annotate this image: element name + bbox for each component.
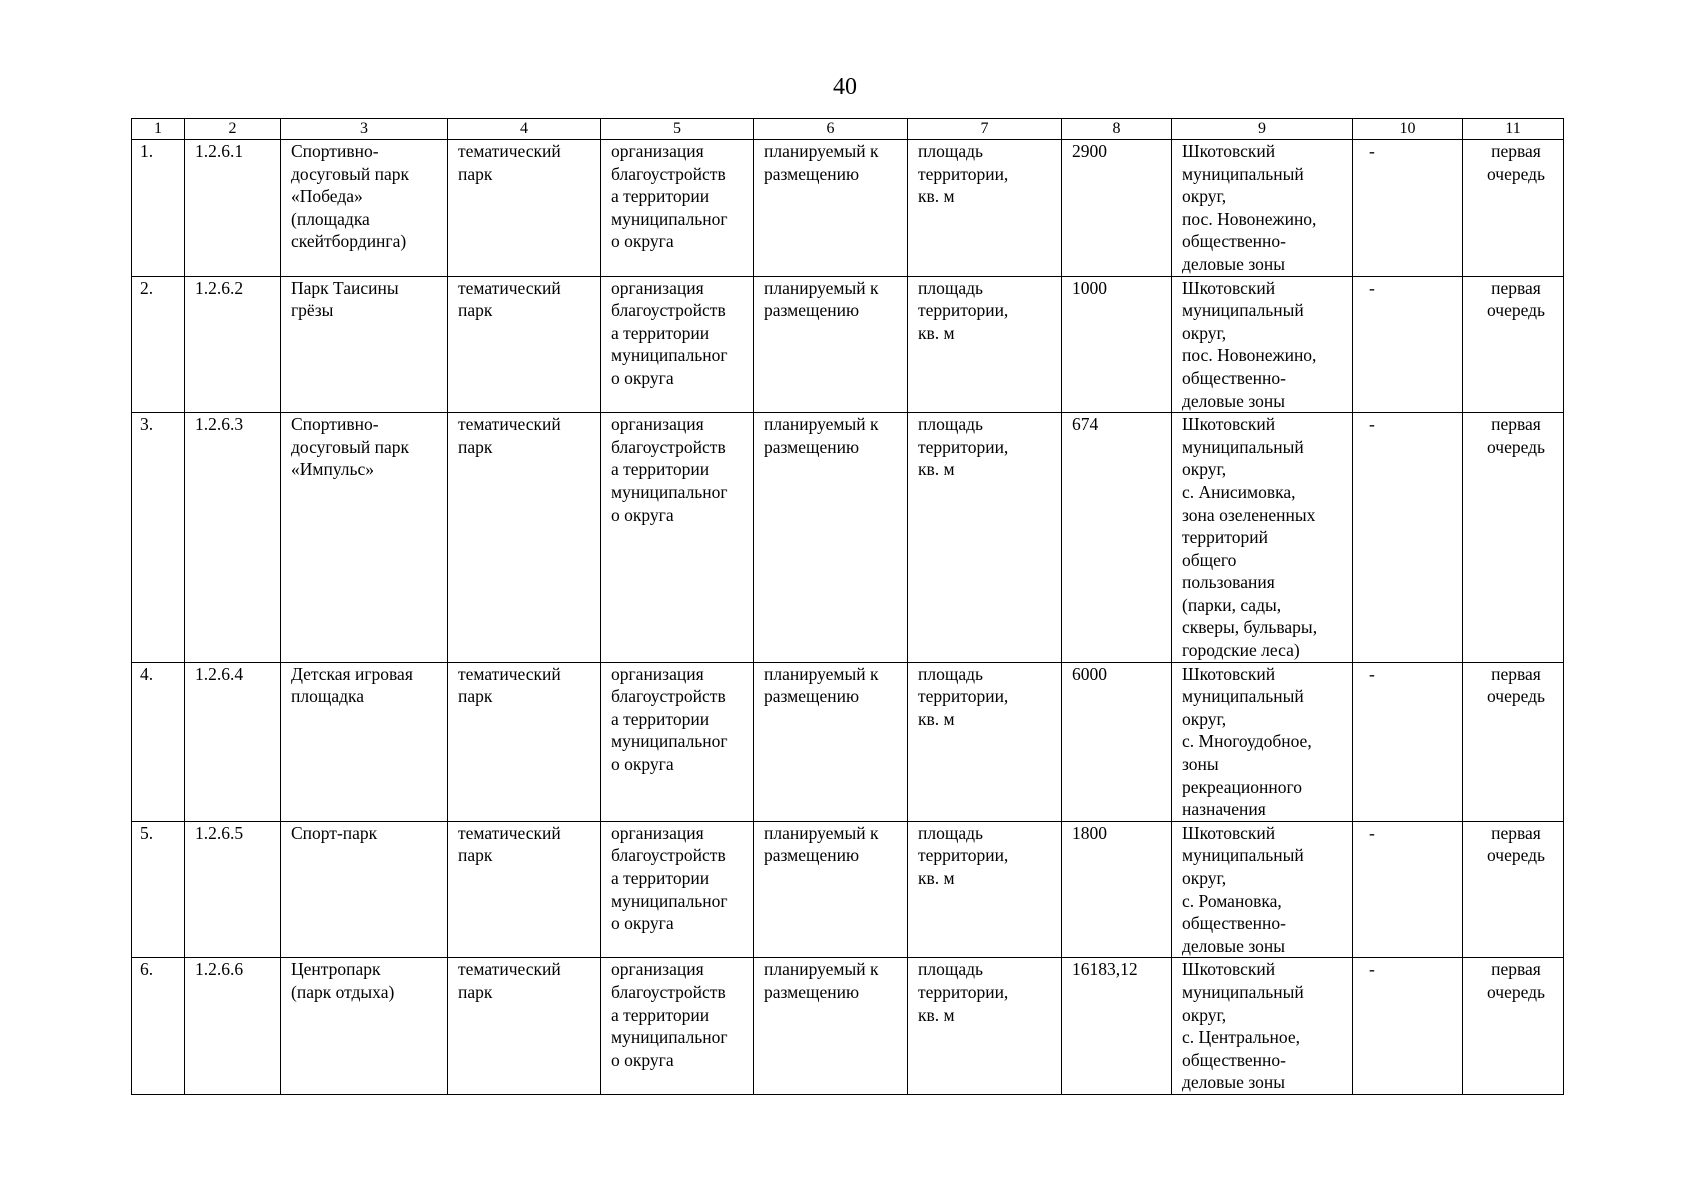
object-name-cell: [281, 662, 448, 821]
table-row: [132, 140, 1564, 277]
zone-cell: [1353, 958, 1463, 1095]
zone-cell-text: -: [1369, 959, 1375, 980]
queue-cell-text: первая очередь: [1486, 414, 1546, 457]
object-name-cell-text: Спортивно- досуговый парк «Импульс»: [291, 414, 410, 480]
purpose-cell-text: организация благоустройств а территории муниципальног о округа: [611, 959, 728, 1070]
queue-cell: [1463, 821, 1564, 958]
row-number-cell-text: 6.: [140, 959, 154, 980]
measure-cell-text: площадь территории, кв. м: [918, 141, 1009, 207]
location-cell-text: Шкотовский муниципальный округ, с. Анисимовка, зона озелененных территорий общего пользования (парки, сады, скверы, бульвары, городские леса): [1182, 414, 1318, 661]
status-cell-text: планируемый к размещению: [764, 414, 879, 457]
queue-cell: [1463, 413, 1564, 663]
queue-cell-text: первая очередь: [1486, 959, 1546, 1002]
object-type-cell-text: тематический парк: [458, 277, 561, 321]
object-type-cell: [448, 958, 601, 1095]
location-cell-text: Шкотовский муниципальный округ, с. Многоудобное, зоны рекреационного назначения: [1182, 663, 1312, 820]
measure-cell: [908, 140, 1062, 277]
zone-cell-text: -: [1369, 663, 1375, 684]
purpose-cell: [601, 276, 754, 413]
location-cell-text: Шкотовский муниципальный округ, пос. Новонежино, общественно- деловые зоны: [1182, 141, 1317, 274]
column-header-7: 7: [908, 119, 1062, 140]
column-header-6: 6: [754, 119, 908, 140]
object-type-cell-text: тематический парк: [458, 663, 561, 707]
object-name-cell-text: Детская игровая площадка: [291, 663, 413, 707]
object-code-cell: [185, 276, 281, 413]
purpose-cell: [601, 662, 754, 821]
object-name-cell-text: Парк Таисины грёзы: [291, 277, 399, 321]
status-cell: [754, 276, 908, 413]
purpose-cell-text: организация благоустройств а территории муниципальног о округа: [611, 822, 728, 934]
measure-cell-text: площадь территории, кв. м: [918, 663, 1009, 729]
zone-cell: [1353, 276, 1463, 413]
measure-cell-text: площадь территории, кв. м: [918, 414, 1009, 480]
status-cell: [754, 413, 908, 663]
location-cell-text: Шкотовский муниципальный округ, с. Романовка, общественно- деловые зоны: [1182, 822, 1304, 956]
measure-cell: [908, 958, 1062, 1095]
table-row: [132, 413, 1564, 663]
zone-cell: [1353, 140, 1463, 277]
measure-cell-text: площадь территории, кв. м: [918, 959, 1009, 1025]
column-header-10: 10: [1353, 119, 1463, 140]
row-number-cell-text: 4.: [140, 663, 154, 684]
table-row: [132, 958, 1564, 1095]
value-cell-text: 1000: [1072, 277, 1107, 298]
queue-cell-text: первая очередь: [1486, 663, 1546, 707]
location-cell: [1172, 413, 1353, 663]
object-code-cell: [185, 662, 281, 821]
row-number-cell-text: 3.: [140, 414, 154, 435]
object-type-cell-text: тематический парк: [458, 141, 561, 184]
object-name-cell: [281, 140, 448, 277]
object-type-cell: [448, 276, 601, 413]
object-code-cell-text: 1.2.6.5: [195, 822, 244, 843]
column-header-11: 11: [1463, 119, 1564, 140]
object-type-cell-text: тематический парк: [458, 959, 561, 1002]
purpose-cell-text: организация благоустройств а территории муниципальног о округа: [611, 277, 728, 388]
column-header-2: 2: [185, 119, 281, 140]
object-code-cell: [185, 140, 281, 277]
location-cell: [1172, 821, 1353, 958]
table-row: [132, 276, 1564, 413]
page-number: 40: [833, 74, 857, 100]
value-cell: [1062, 821, 1172, 958]
object-name-cell: [281, 958, 448, 1095]
purpose-cell-text: организация благоустройств а территории муниципальног о округа: [611, 141, 728, 252]
status-cell: [754, 140, 908, 277]
row-number-cell: [132, 413, 185, 663]
queue-cell-text: первая очередь: [1486, 277, 1546, 321]
table-body: [132, 140, 1564, 1095]
object-name-cell-text: Спорт-парк: [291, 822, 378, 843]
queue-cell-text: первая очередь: [1486, 141, 1546, 184]
object-name-cell: [281, 821, 448, 958]
location-cell-text: Шкотовский муниципальный округ, с. Центральное, общественно- деловые зоны: [1182, 959, 1304, 1093]
object-name-cell: [281, 413, 448, 663]
value-cell-text: 6000: [1072, 663, 1107, 684]
value-cell-text: 1800: [1072, 822, 1107, 843]
status-cell-text: планируемый к размещению: [764, 959, 879, 1002]
zone-cell-text: -: [1369, 414, 1375, 435]
measure-cell: [908, 821, 1062, 958]
column-header-1: 1: [132, 119, 185, 140]
purpose-cell-text: организация благоустройств а территории муниципальног о округа: [611, 663, 728, 775]
row-number-cell: [132, 662, 185, 821]
measure-cell: [908, 662, 1062, 821]
queue-cell: [1463, 140, 1564, 277]
object-name-cell-text: Спортивно- досуговый парк «Победа» (площадка скейтбординга): [291, 141, 410, 252]
location-cell: [1172, 276, 1353, 413]
column-header-3: 3: [281, 119, 448, 140]
object-code-cell-text: 1.2.6.6: [195, 959, 244, 980]
status-cell-text: планируемый к размещению: [764, 141, 879, 184]
object-type-cell: [448, 413, 601, 663]
queue-cell: [1463, 958, 1564, 1095]
purpose-cell: [601, 140, 754, 277]
queue-cell-text: первая очередь: [1486, 822, 1546, 866]
row-number-cell: [132, 140, 185, 277]
table-row: [132, 662, 1564, 821]
row-number-cell: [132, 276, 185, 413]
measure-cell: [908, 276, 1062, 413]
measure-cell: [908, 413, 1062, 663]
object-type-cell: [448, 821, 601, 958]
object-code-cell-text: 1.2.6.1: [195, 141, 244, 161]
zone-cell: [1353, 413, 1463, 663]
zone-cell-text: -: [1369, 277, 1375, 298]
status-cell: [754, 958, 908, 1095]
status-cell-text: планируемый к размещению: [764, 822, 879, 866]
column-header-8: 8: [1062, 119, 1172, 140]
status-cell-text: планируемый к размещению: [764, 277, 879, 321]
object-type-cell-text: тематический парк: [458, 414, 561, 457]
queue-cell: [1463, 276, 1564, 413]
row-number-cell-text: 2.: [140, 277, 154, 298]
queue-cell: [1463, 662, 1564, 821]
status-cell: [754, 662, 908, 821]
value-cell: [1062, 140, 1172, 277]
location-cell-text: Шкотовский муниципальный округ, пос. Новонежино, общественно- деловые зоны: [1182, 277, 1317, 411]
value-cell: [1062, 276, 1172, 413]
value-cell: [1062, 662, 1172, 821]
objects-table: [131, 118, 1564, 1095]
zone-cell-text: -: [1369, 822, 1375, 843]
object-code-cell-text: 1.2.6.4: [195, 663, 244, 684]
status-cell-text: планируемый к размещению: [764, 663, 879, 707]
value-cell: [1062, 958, 1172, 1095]
measure-cell-text: площадь территории, кв. м: [918, 277, 1009, 343]
value-cell-text: 674: [1072, 414, 1099, 435]
row-number-cell-text: 5.: [140, 822, 154, 843]
purpose-cell: [601, 413, 754, 663]
object-name-cell-text: Центропарк (парк отдыха): [291, 959, 395, 1002]
row-number-cell-text: 1.: [140, 141, 154, 161]
object-code-cell: [185, 821, 281, 958]
object-type-cell: [448, 140, 601, 277]
purpose-cell-text: организация благоустройств а территории муниципальног о округа: [611, 414, 728, 525]
purpose-cell: [601, 958, 754, 1095]
zone-cell: [1353, 821, 1463, 958]
location-cell: [1172, 140, 1353, 277]
column-number-row: [132, 119, 1564, 140]
object-code-cell: [185, 413, 281, 663]
purpose-cell: [601, 821, 754, 958]
table-row: [132, 821, 1564, 958]
column-header-4: 4: [448, 119, 601, 140]
row-number-cell: [132, 821, 185, 958]
object-code-cell-text: 1.2.6.3: [195, 414, 244, 435]
column-header-5: 5: [601, 119, 754, 140]
column-header-9: 9: [1172, 119, 1353, 140]
object-code-cell: [185, 958, 281, 1095]
location-cell: [1172, 958, 1353, 1095]
measure-cell-text: площадь территории, кв. м: [918, 822, 1009, 888]
value-cell: [1062, 413, 1172, 663]
object-type-cell: [448, 662, 601, 821]
status-cell: [754, 821, 908, 958]
object-type-cell-text: тематический парк: [458, 822, 561, 866]
zone-cell: [1353, 662, 1463, 821]
value-cell-text: 16183,12: [1072, 959, 1138, 980]
object-name-cell: [281, 276, 448, 413]
row-number-cell: [132, 958, 185, 1095]
object-code-cell-text: 1.2.6.2: [195, 277, 244, 298]
value-cell-text: 2900: [1072, 141, 1107, 161]
location-cell: [1172, 662, 1353, 821]
zone-cell-text: -: [1369, 141, 1375, 161]
